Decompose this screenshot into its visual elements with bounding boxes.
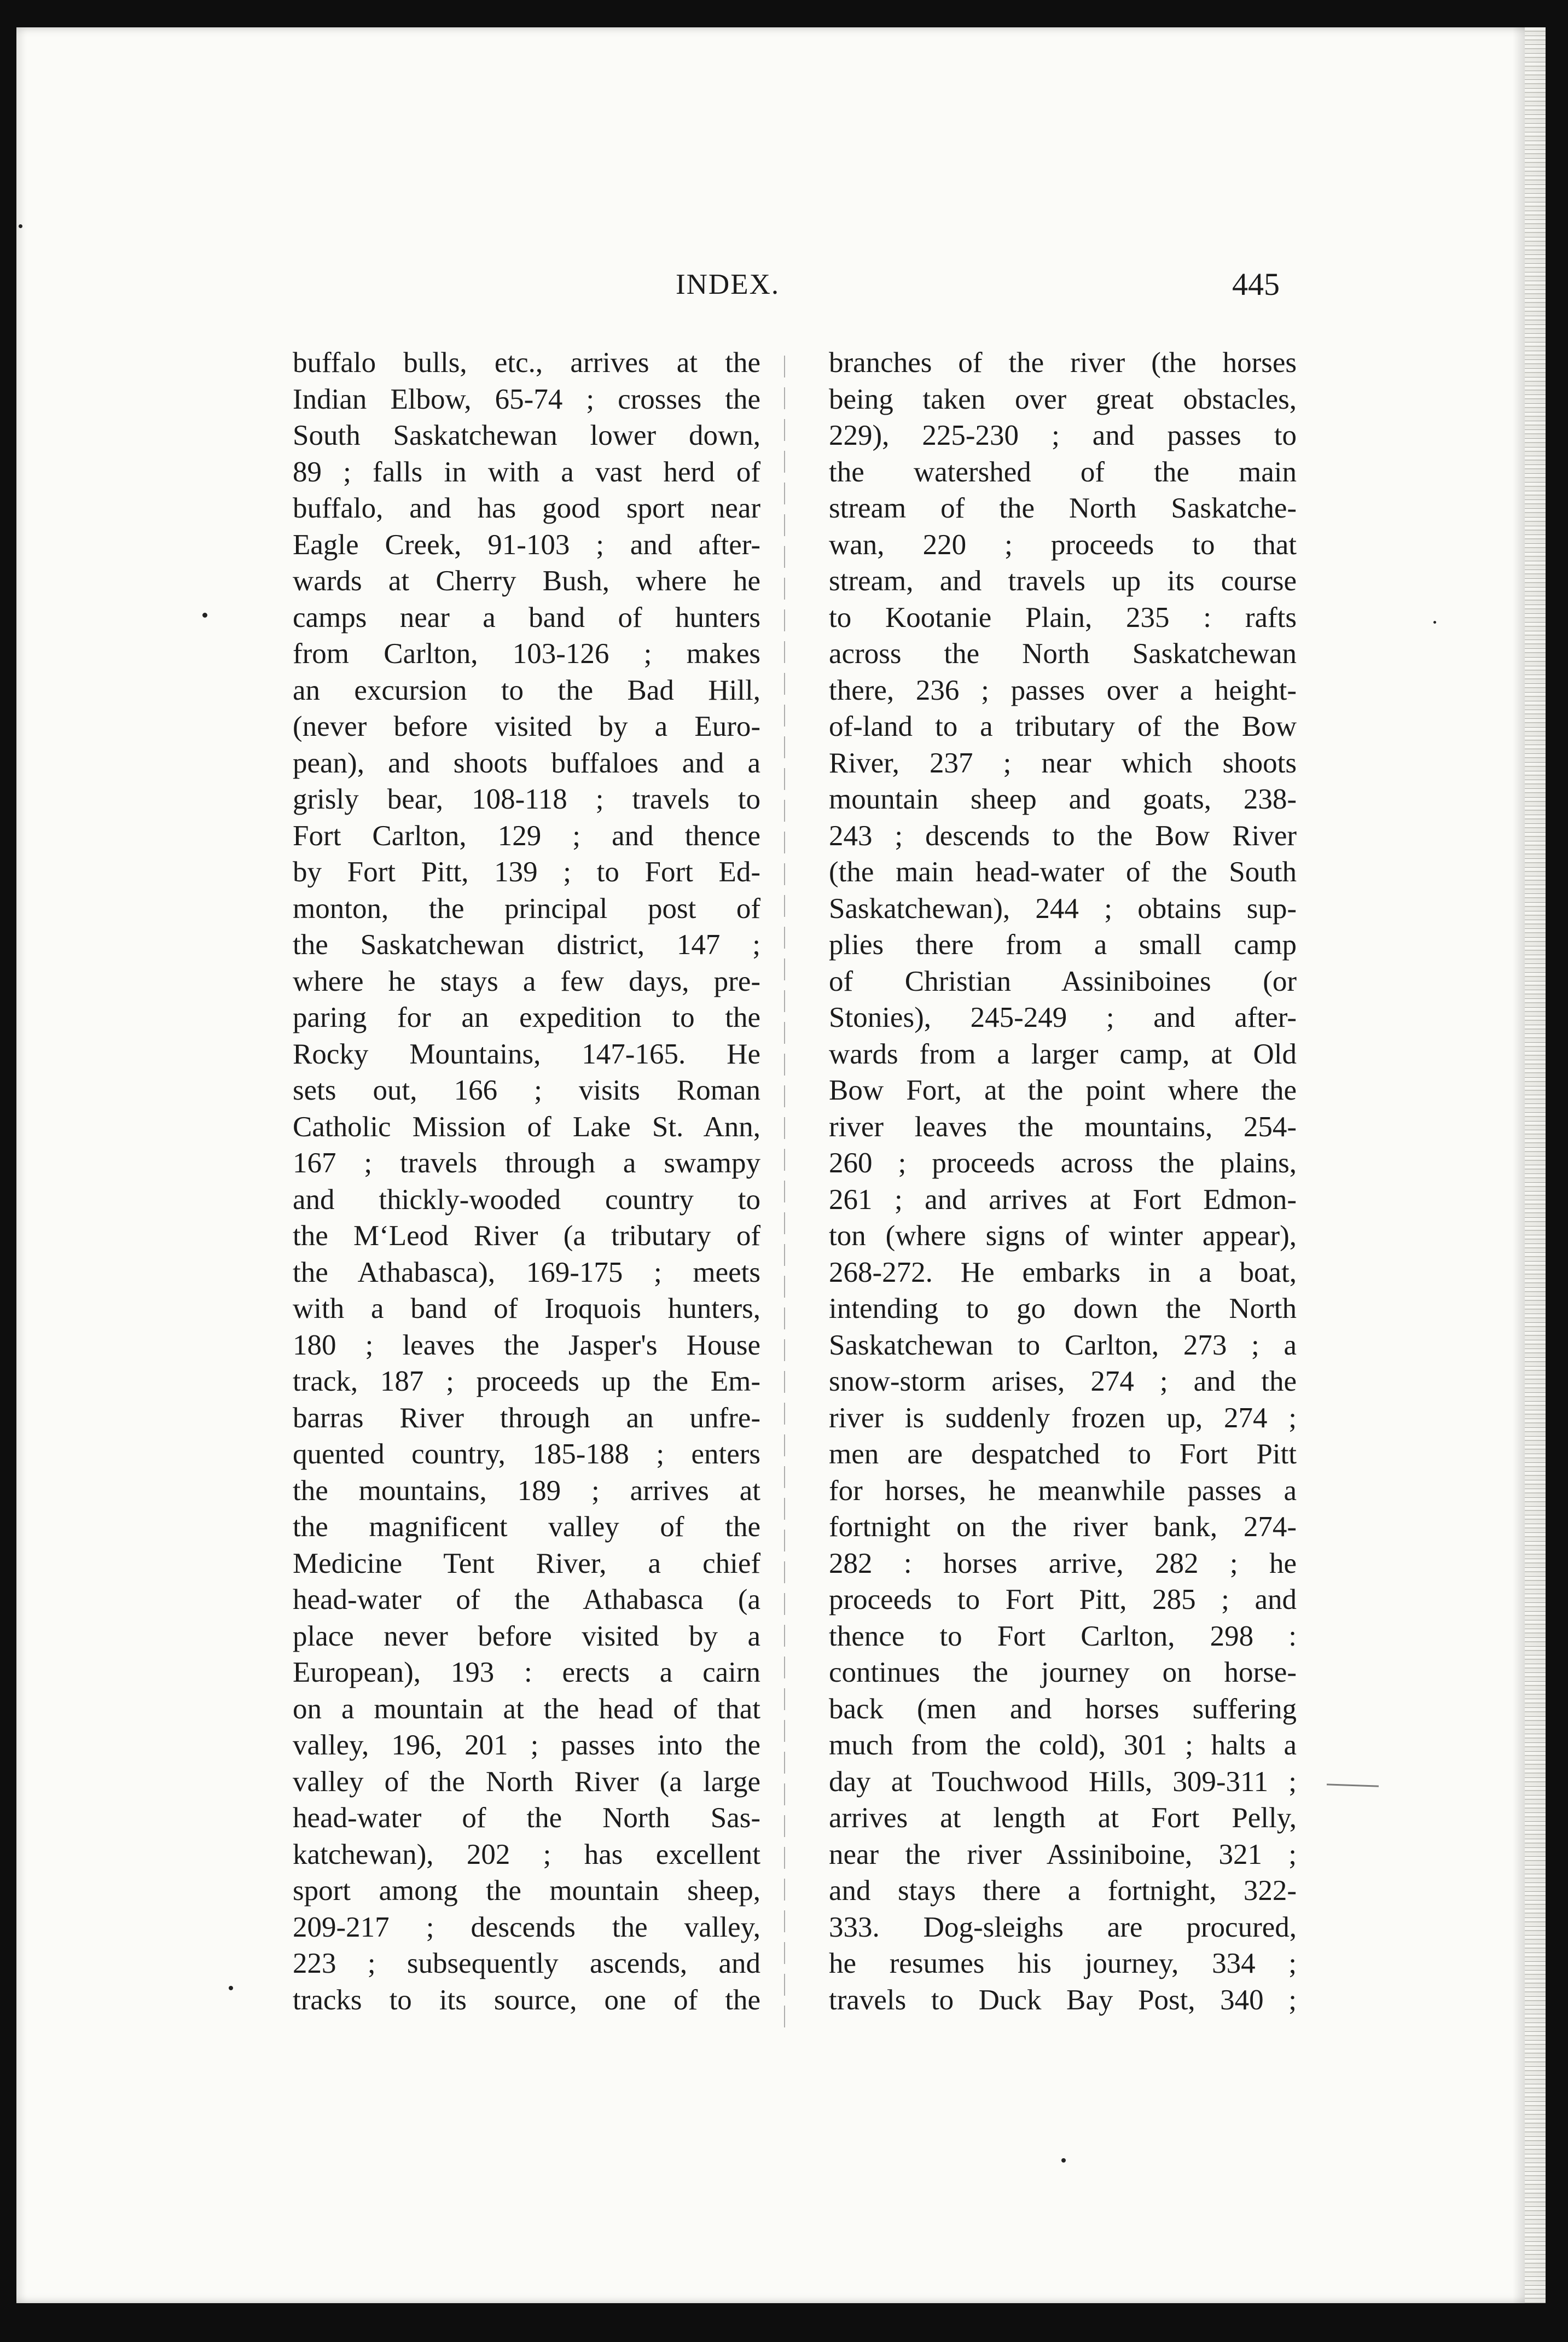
book-page (16, 27, 1546, 2303)
text-line: travels to Duck Bay Post, 340 ; (829, 1984, 1297, 2016)
text-line: grisly bear, 108-118 ; travels to (293, 783, 760, 815)
text-line: (never before visited by a Euro- (293, 711, 760, 742)
text-line: with a band of Iroquois hunters, (293, 1293, 760, 1324)
text-line: for horses, he meanwhile passes a (829, 1474, 1297, 1507)
text-line: Saskatchewan to Carlton, 273 ; a (829, 1329, 1297, 1361)
text-line: 261 ; and arrives at Fort Edmon- (829, 1183, 1297, 1216)
text-line: across the North Saskatchewan (829, 638, 1297, 670)
text-line: Catholic Mission of Lake St. Ann, (293, 1111, 760, 1143)
text-line: River, 237 ; near which shoots (829, 747, 1297, 779)
text-line: sport among the mountain sheep, (293, 1875, 760, 1907)
text-line: much from the cold), 301 ; halts a (829, 1729, 1297, 1761)
ink-speck (19, 224, 22, 228)
text-line: 260 ; proceeds across the plains, (829, 1147, 1297, 1179)
text-line: buffalo, and has good sport near (293, 492, 760, 524)
text-line: camps near a band of hunters (293, 601, 760, 634)
text-line: where he stays a few days, pre- (293, 965, 760, 997)
text-line: from Carlton, 103-126 ; makes (293, 638, 760, 670)
text-line: 223 ; subsequently ascends, and (293, 1948, 760, 1979)
text-line: monton, the principal post of (293, 892, 760, 925)
text-line: plies there from a small camp (829, 929, 1297, 961)
text-line: 282 : horses arrive, 282 ; he (829, 1547, 1297, 1579)
text-line: Medicine Tent River, a chief (293, 1547, 760, 1579)
text-line: river leaves the mountains, 254- (829, 1111, 1297, 1143)
index-column-right (829, 345, 1297, 2018)
text-line: quented country, 185-188 ; enters (293, 1438, 760, 1470)
text-line: Indian Elbow, 65-74 ; crosses the (293, 383, 760, 415)
text-line: 229), 225-230 ; and passes to (829, 420, 1297, 451)
text-line: 209-217 ; descends the valley, (293, 1911, 760, 1943)
text-line: ton (where signs of winter appear), (829, 1220, 1297, 1252)
text-line: near the river Assiniboine, 321 ; (829, 1838, 1297, 1870)
text-line: stream of the North Saskatche- (829, 492, 1297, 524)
text-line: pean), and shoots buffaloes and a (293, 747, 760, 779)
text-line: by Fort Pitt, 139 ; to Fort Ed- (293, 856, 760, 888)
column-divider (784, 356, 785, 2030)
text-line: 167 ; travels through a swampy (293, 1147, 760, 1179)
text-line: Stonies), 245-249 ; and after- (829, 1002, 1297, 1033)
index-column-left (293, 345, 760, 2018)
text-line: Bow Fort, at the point where the (829, 1074, 1297, 1106)
running-title: INDEX. (676, 269, 780, 300)
text-line: wards from a larger camp, at Old (829, 1038, 1297, 1070)
ink-speck (1433, 621, 1436, 624)
text-line: fortnight on the river bank, 274- (829, 1511, 1297, 1543)
text-line: barras River through an unfre- (293, 1402, 760, 1434)
text-line: to Kootanie Plain, 235 : rafts (829, 601, 1297, 634)
text-line: river is suddenly frozen up, 274 ; (829, 1402, 1297, 1434)
text-line: men are despatched to Fort Pitt (829, 1438, 1297, 1470)
text-line: head-water of the North Sas- (293, 1802, 760, 1834)
text-line: the magnificent valley of the (293, 1511, 760, 1543)
text-line: thence to Fort Carlton, 298 : (829, 1620, 1297, 1652)
text-line: South Saskatchewan lower down, (293, 420, 760, 451)
page-header (16, 263, 1546, 306)
page-number: 445 (1232, 266, 1280, 302)
text-line: day at Touchwood Hills, 309-311 ; (829, 1765, 1297, 1798)
text-line: snow-storm arises, 274 ; and the (829, 1365, 1297, 1397)
text-line: 89 ; falls in with a vast herd of (293, 456, 760, 488)
text-line: arrives at length at Fort Pelly, (829, 1802, 1297, 1834)
text-line: and stays there a fortnight, 322- (829, 1875, 1297, 1907)
text-line: (the main head-water of the South (829, 856, 1297, 888)
text-line: back (men and horses suffering (829, 1693, 1297, 1725)
text-line: Eagle Creek, 91-103 ; and after- (293, 528, 760, 561)
text-line: head-water of the Athabasca (a (293, 1584, 760, 1615)
text-line: paring for an expedition to the (293, 1002, 760, 1033)
text-line: of Christian Assiniboines (or (829, 965, 1297, 997)
text-line: proceeds to Fort Pitt, 285 ; and (829, 1584, 1297, 1615)
text-line: place never before visited by a (293, 1620, 760, 1652)
text-line: being taken over great obstacles, (829, 383, 1297, 415)
text-line: European), 193 : erects a cairn (293, 1657, 760, 1688)
text-line: of-land to a tributary of the Bow (829, 711, 1297, 742)
text-line: intending to go down the North (829, 1293, 1297, 1324)
text-line: Saskatchewan), 244 ; obtains sup- (829, 892, 1297, 925)
text-line: mountain sheep and goats, 238- (829, 783, 1297, 815)
text-line: Rocky Mountains, 147-165. He (293, 1038, 760, 1070)
text-line: buffalo bulls, etc., arrives at the (293, 347, 760, 379)
ink-speck (202, 613, 207, 618)
text-line: tracks to its source, one of the (293, 1984, 760, 2016)
text-line: the mountains, 189 ; arrives at (293, 1474, 760, 1507)
text-line: the M‘Leod River (a tributary of (293, 1220, 760, 1252)
page-edge-shadow (1513, 27, 1525, 2303)
page-edge-stack (1525, 27, 1546, 2303)
text-line: sets out, 166 ; visits Roman (293, 1074, 760, 1106)
text-line: there, 236 ; passes over a height- (829, 674, 1297, 706)
text-line: 268-272. He embarks in a boat, (829, 1256, 1297, 1288)
text-line: wards at Cherry Bush, where he (293, 565, 760, 597)
text-line: the watershed of the main (829, 456, 1297, 488)
text-line: Fort Carlton, 129 ; and thence (293, 820, 760, 852)
margin-pencil-mark (1327, 1783, 1379, 1787)
text-line: he resumes his journey, 334 ; (829, 1948, 1297, 1979)
ink-speck (1061, 2158, 1066, 2163)
text-line: branches of the river (the horses (829, 347, 1297, 379)
text-line: on a mountain at the head of that (293, 1693, 760, 1725)
text-line: stream, and travels up its course (829, 565, 1297, 597)
text-line: track, 187 ; proceeds up the Em- (293, 1365, 760, 1397)
ink-speck (229, 1986, 233, 1990)
text-line: 333. Dog-sleighs are procured, (829, 1911, 1297, 1943)
text-line: 243 ; descends to the Bow River (829, 820, 1297, 852)
text-line: katchewan), 202 ; has excellent (293, 1838, 760, 1870)
text-line: valley, 196, 201 ; passes into the (293, 1729, 760, 1761)
text-line: an excursion to the Bad Hill, (293, 674, 760, 706)
text-line: continues the journey on horse- (829, 1657, 1297, 1688)
text-line: valley of the North River (a large (293, 1765, 760, 1798)
text-line: wan, 220 ; proceeds to that (829, 528, 1297, 561)
text-line: 180 ; leaves the Jasper's House (293, 1329, 760, 1361)
text-line: the Athabasca), 169-175 ; meets (293, 1256, 760, 1288)
text-line: and thickly-wooded country to (293, 1183, 760, 1216)
text-line: the Saskatchewan district, 147 ; (293, 929, 760, 961)
